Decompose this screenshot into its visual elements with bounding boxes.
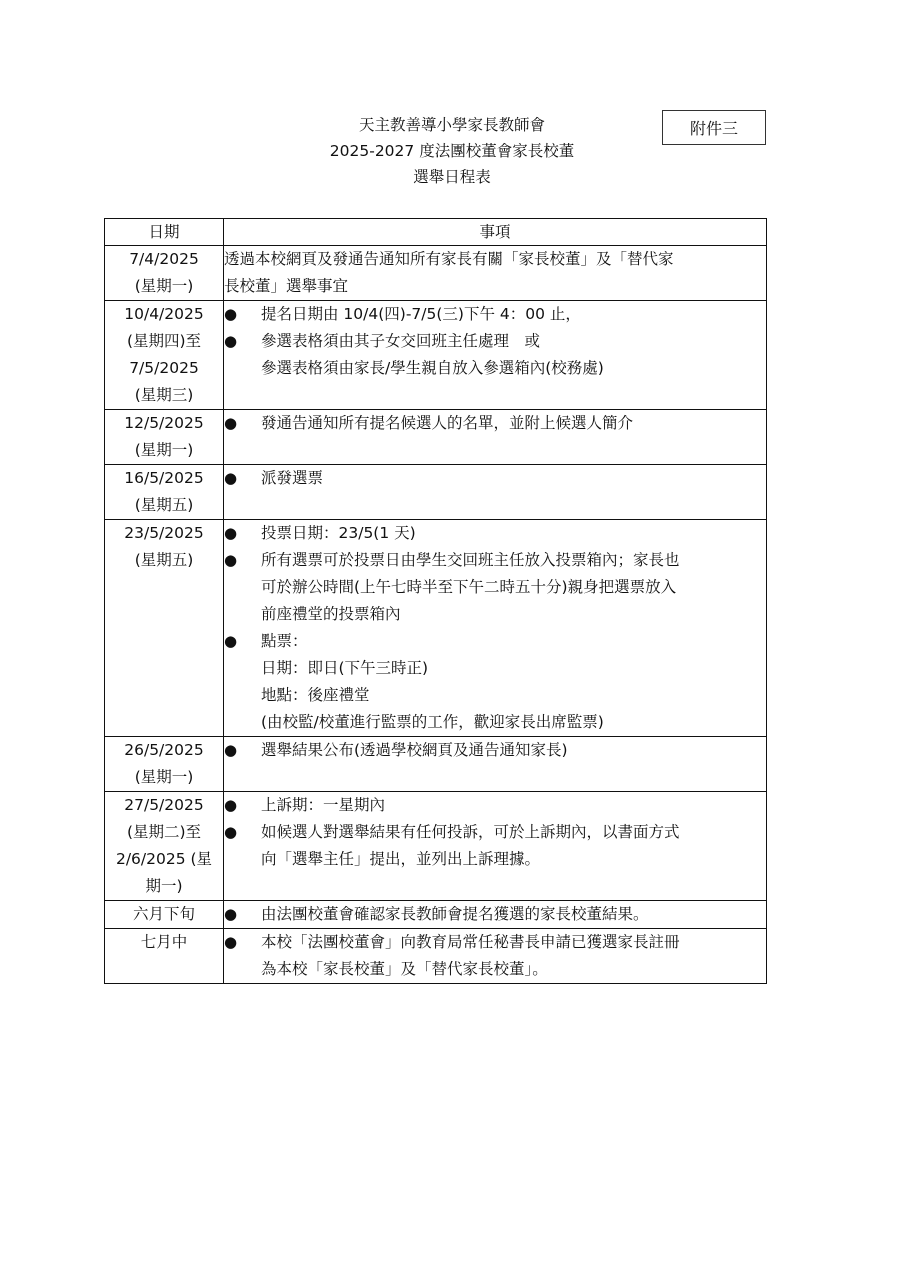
item-cell	[224, 520, 767, 737]
item-line: 上訴期：一星期內	[261, 796, 386, 814]
bullet-item	[224, 737, 766, 764]
bullet-text	[261, 929, 766, 983]
bullet-text	[261, 628, 766, 736]
bullet-item	[224, 901, 766, 928]
bullet-text	[261, 737, 766, 764]
table-row	[105, 520, 767, 737]
date-line: 27/5/2025	[124, 796, 204, 814]
header-date: 日期	[105, 219, 224, 246]
bullet-icon: ●	[224, 551, 238, 569]
title-line: 天主教善導小學家長教師會	[358, 116, 545, 134]
date-cell	[105, 246, 224, 301]
item-line: 為本校「家長校董」及「替代家長校董」。	[261, 960, 548, 978]
item-line: 投票日期：23/5(1 天)	[261, 524, 416, 542]
item-cell	[224, 465, 767, 520]
bullet-text	[261, 520, 766, 547]
table-row	[105, 465, 767, 520]
bullet-text	[261, 410, 766, 437]
bullet-text	[261, 901, 766, 928]
table-row	[105, 792, 767, 901]
bullet-icon: ●	[224, 905, 238, 923]
table-row	[105, 301, 767, 410]
bullet-item	[224, 328, 766, 382]
bullet-item	[224, 547, 766, 628]
date-cell	[105, 520, 224, 737]
date-line: 10/4/2025	[124, 305, 204, 323]
date-line: (星期一)	[134, 441, 194, 459]
date-cell	[105, 792, 224, 901]
item-line: (由校監/校董進行監票的工作，歡迎家長出席監票)	[261, 713, 604, 731]
bullet-text	[261, 328, 766, 382]
item-line: 如候選人對選舉結果有任何投訴，可於上訴期內，以書面方式	[261, 823, 680, 841]
item-line: 提名日期由 10/4(四)-7/5(三)下午 4：00 止，	[261, 305, 581, 323]
item-cell	[224, 737, 767, 792]
date-line: 期一)	[145, 877, 183, 895]
date-line: 16/5/2025	[124, 469, 204, 487]
item-line: 向「選舉主任」提出，並列出上訴理據。	[261, 850, 541, 868]
bullet-item	[224, 520, 766, 547]
bullet-item	[224, 628, 766, 736]
item-line: 透過本校網頁及發通告通知所有家長有關「家長校董」及「替代家	[224, 250, 674, 268]
date-line: (星期四)至	[126, 332, 202, 350]
header-item: 事項	[224, 219, 767, 246]
title-line: 2025-2027 度法團校董會家長校董	[329, 142, 575, 160]
bullet-item	[224, 819, 766, 873]
table-row	[105, 901, 767, 929]
item-line: 地點：後座禮堂	[261, 686, 370, 704]
table-row	[105, 737, 767, 792]
table-row	[105, 246, 767, 301]
date-line: (星期二)至	[126, 823, 202, 841]
item-line: 前座禮堂的投票箱內	[261, 605, 401, 623]
date-line: (星期五)	[134, 551, 194, 569]
bullet-item	[224, 410, 766, 437]
bullet-icon: ●	[224, 632, 238, 650]
bullet-icon: ●	[224, 469, 238, 487]
bullet-text	[261, 301, 766, 328]
item-line: 本校「法團校董會」向教育局常任秘書長申請已獲選家長註冊	[261, 933, 680, 951]
item-line: 所有選票可於投票日由學生交回班主任放入投票箱內；家長也	[261, 551, 680, 569]
date-cell	[105, 929, 224, 984]
item-line: 由法團校董會確認家長教師會提名獲選的家長校董結果。	[261, 905, 649, 923]
item-line: 選舉結果公布(透過學校網頁及通告通知家長)	[261, 741, 568, 759]
date-cell	[105, 410, 224, 465]
item-line: 發通告通知所有提名候選人的名單，並附上候選人簡介	[261, 414, 634, 432]
bullet-icon: ●	[224, 524, 238, 542]
bullet-text	[261, 792, 766, 819]
bullet-item	[224, 465, 766, 492]
item-line: 派發選票	[261, 469, 324, 487]
schedule-table	[104, 218, 767, 984]
bullet-icon: ●	[224, 332, 238, 350]
date-cell	[105, 737, 224, 792]
item-cell	[224, 901, 767, 929]
schedule-body	[105, 246, 767, 984]
bullet-text	[261, 465, 766, 492]
date-line: 12/5/2025	[124, 414, 204, 432]
date-line: 23/5/2025	[124, 524, 204, 542]
date-line: 7/4/2025	[129, 250, 199, 268]
bullet-icon: ●	[224, 933, 238, 951]
date-line: 7/5/2025	[129, 359, 199, 377]
item-text	[224, 246, 766, 300]
item-cell	[224, 301, 767, 410]
item-line: 點票：	[261, 632, 308, 650]
date-line: (星期三)	[134, 386, 194, 404]
item-line: 可於辦公時間(上午七時半至下午二時五十分)親身把選票放入	[261, 578, 677, 596]
item-cell	[224, 792, 767, 901]
table-row	[105, 929, 767, 984]
item-line: 日期：即日(下午三時正)	[261, 659, 429, 677]
bullet-item	[224, 929, 766, 983]
bullet-item	[224, 792, 766, 819]
item-cell	[224, 410, 767, 465]
annex-label: 附件三	[689, 119, 738, 138]
item-line: 參選表格須由其子女交回班主任處理 或	[261, 332, 541, 350]
date-cell	[105, 301, 224, 410]
bullet-icon: ●	[224, 823, 238, 841]
date-line: (星期五)	[134, 496, 194, 514]
bullet-icon: ●	[224, 305, 238, 323]
bullet-icon: ●	[224, 741, 238, 759]
date-cell	[105, 465, 224, 520]
table-row	[105, 410, 767, 465]
bullet-text	[261, 547, 766, 628]
date-line: 26/5/2025	[124, 741, 204, 759]
date-line: 六月下旬	[132, 905, 195, 923]
date-line: (星期一)	[134, 277, 194, 295]
bullet-text	[261, 819, 766, 873]
bullet-icon: ●	[224, 414, 238, 432]
item-line: 長校董」選舉事宜	[224, 277, 349, 295]
item-line: 參選表格須由家長/學生親自放入參選箱內(校務處)	[261, 359, 604, 377]
bullet-item	[224, 301, 766, 328]
table-header-row	[105, 219, 767, 246]
bullet-icon: ●	[224, 796, 238, 814]
page-title	[232, 112, 672, 190]
date-line: (星期一)	[134, 768, 194, 786]
item-cell	[224, 246, 767, 301]
item-cell	[224, 929, 767, 984]
annex-label-box	[662, 110, 766, 145]
date-line: 七月中	[140, 933, 188, 951]
title-line: 選舉日程表	[413, 168, 491, 186]
date-cell	[105, 901, 224, 929]
date-line: 2/6/2025 (星	[115, 850, 213, 868]
